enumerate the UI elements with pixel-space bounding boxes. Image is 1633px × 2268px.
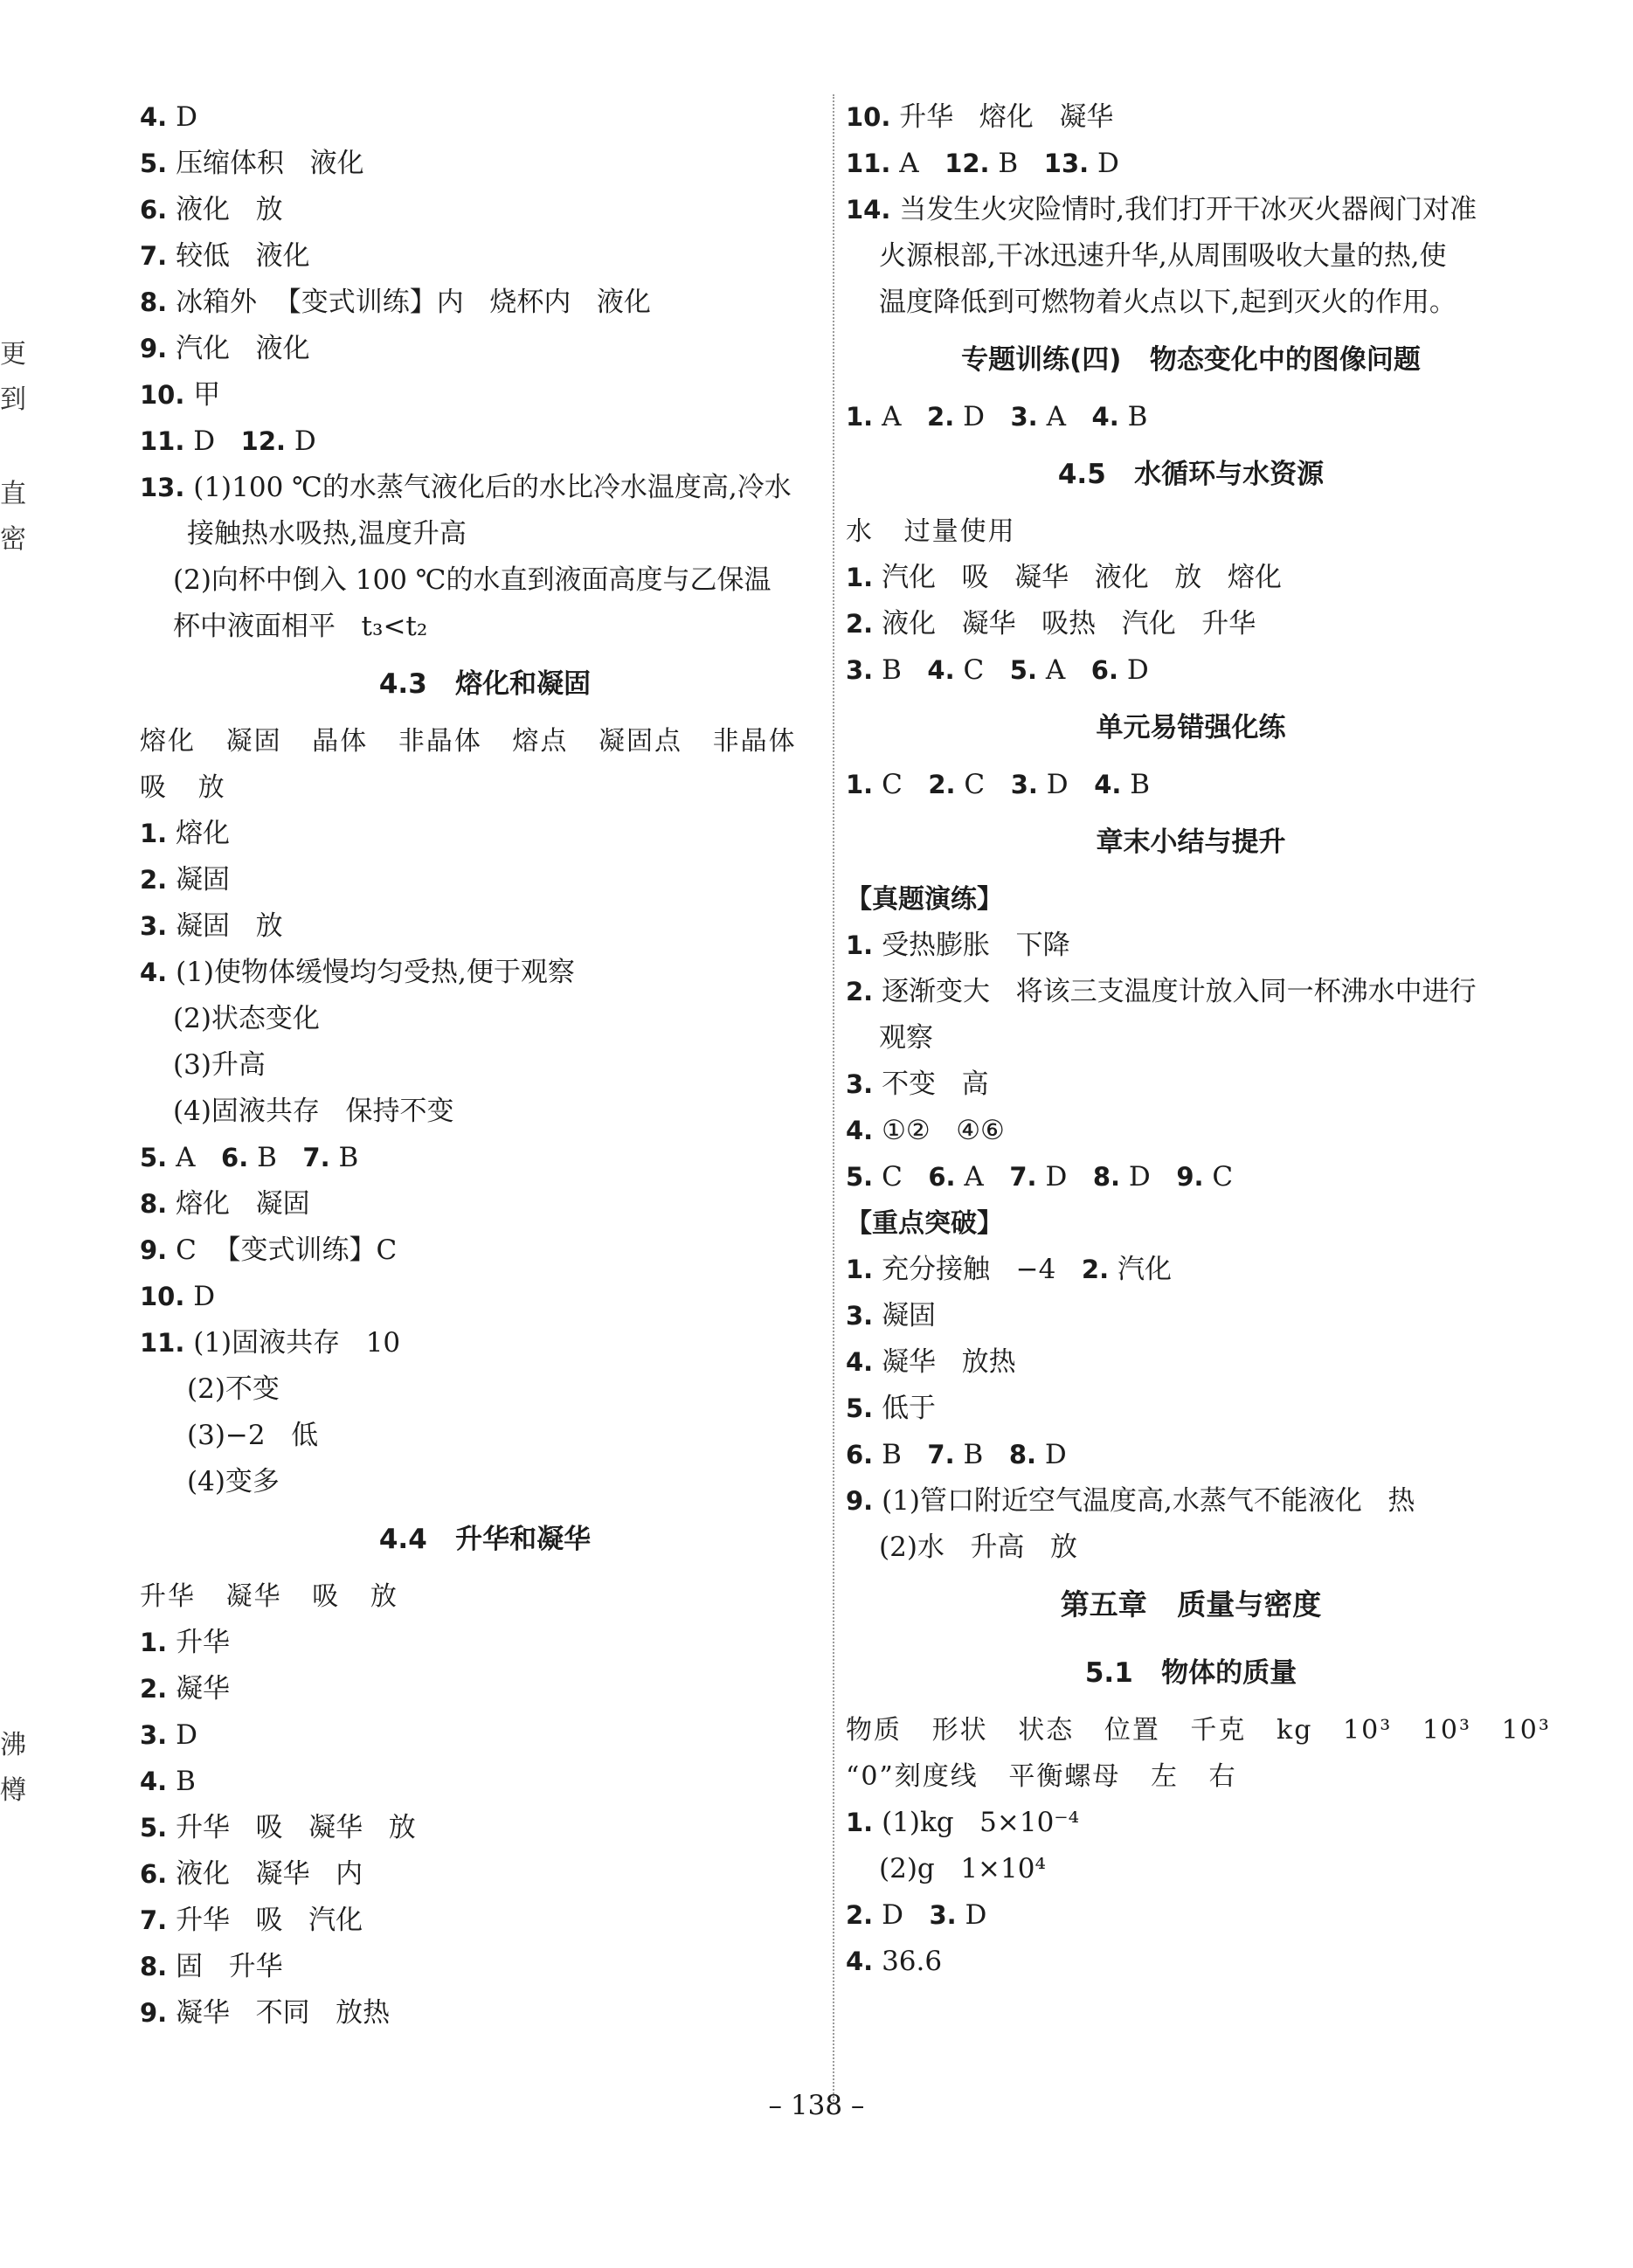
answer-line: 6. 液化 凝华 内	[140, 1858, 363, 1890]
answer-line: 1. A 2. D 3. A 4. B	[846, 401, 1148, 432]
answer-line: 4. ①② ④⑥	[846, 1115, 1005, 1146]
answer-continuation: (3)升高	[173, 1049, 266, 1081]
section-heading-5-1: 5.1 物体的质量	[1084, 1657, 1297, 1689]
intro-line: 升华 凝华 吸 放	[140, 1581, 398, 1612]
answer-line: 1. 升华	[140, 1627, 231, 1658]
answer-continuation: (2)水 升高 放	[879, 1532, 1078, 1563]
answer-line: 8. 固 升华	[140, 1951, 283, 1982]
answer-line: 1. 熔化	[140, 818, 231, 849]
column-divider	[833, 94, 834, 2104]
answer-line: 11. D 12. D	[140, 425, 316, 457]
answer-line: 5. A 6. B 7. B	[140, 1142, 359, 1173]
edge-char: 樽	[0, 1775, 26, 1806]
answer-line: 1. 充分接触 −4 2. 汽化	[846, 1254, 1172, 1285]
answer-line: 9. 凝华 不同 放热	[140, 1997, 391, 2029]
edge-char: 到	[0, 384, 26, 415]
edge-char: 更	[0, 339, 26, 370]
answer-line: 1. C 2. C 3. D 4. B	[846, 769, 1151, 800]
answer-continuation: (2)状态变化	[173, 1003, 320, 1034]
answers-4-4	[140, 1620, 830, 2036]
section-heading-4-5: 4.5 水循环与水资源	[1057, 459, 1325, 490]
intro-line: “0”刻度线 平衡螺母 左 右	[846, 1761, 1237, 1792]
answers-4-3	[140, 811, 830, 1505]
answer-line: 10. D	[140, 1281, 216, 1312]
answer-continuation: 接触热水吸热,温度升高	[187, 518, 467, 550]
answer-line: 5. 压缩体积 液化	[140, 148, 364, 179]
answer-line: 9. (1)管口附近空气温度高,水蒸气不能液化 热	[846, 1485, 1415, 1517]
answer-line: 10. 甲	[140, 379, 221, 411]
answer-line: 2. 液化 凝华 吸热 汽化 升华	[846, 608, 1256, 640]
answer-line: 1. (1)kg 5×10⁻⁴	[846, 1807, 1080, 1838]
answer-line: 3. B 4. C 5. A 6. D	[846, 654, 1149, 686]
answer-continuation: (2)不变	[187, 1373, 280, 1405]
edge-char: 沸	[0, 1730, 26, 1760]
answer-line: 5. 低于	[846, 1393, 937, 1424]
answer-line: 2. 逐渐变大 将该三支温度计放入同一杯沸水中进行	[846, 976, 1477, 1007]
answer-line: 13. (1)100 ℃的水蒸气液化后的水比冷水温度高,冷水	[140, 472, 792, 503]
section-heading-unit-mistakes: 单元易错强化练	[1096, 712, 1286, 743]
section-heading-chapter-summary: 章末小结与提升	[1096, 826, 1286, 858]
answer-continuation: (4)固液共存 保持不变	[173, 1096, 454, 1127]
answer-line: 8. 熔化 凝固	[140, 1188, 310, 1220]
answer-line: 11. (1)固液共存 10	[140, 1327, 401, 1359]
answers-4-2	[140, 94, 830, 650]
answer-continuation: (2)向杯中倒入 100 ℃的水直到液面高度与乙保温	[173, 564, 772, 596]
answer-line: 3. 凝固 放	[140, 910, 283, 942]
answer-line: 4. B	[140, 1766, 196, 1797]
subsection-tag-key-points: 【重点突破】	[846, 1208, 1003, 1239]
answer-line: 9. 汽化 液化	[140, 333, 310, 364]
intro-line: 水 过量使用	[846, 516, 1016, 547]
section-heading-special-training: 专题训练(四) 物态变化中的图像问题	[961, 344, 1421, 376]
answer-line: 14. 当发生火灾险情时,我们打开干冰灭火器阀门对准	[846, 194, 1477, 225]
answer-line: 3. D	[140, 1719, 197, 1751]
left-column	[140, 94, 830, 2036]
answer-line: 4. 36.6	[846, 1946, 943, 1977]
answer-line: 10. 升华 熔化 凝华	[846, 101, 1114, 133]
chapter-heading: 第五章 质量与密度	[1060, 1587, 1322, 1621]
section-heading-4-3: 4.3 熔化和凝固	[378, 668, 592, 700]
answer-line: 4. (1)使物体缓慢均匀受热,便于观察	[140, 957, 575, 988]
answer-continuation: (4)变多	[187, 1466, 280, 1497]
answer-continuation: 温度降低到可燃物着火点以下,起到灭火的作用。	[879, 287, 1457, 318]
answer-line: 1. 受热膨胀 下降	[846, 930, 1070, 961]
answer-line: 8. 冰箱外 【变式训练】内 烧杯内 液化	[140, 287, 651, 318]
edge-char: 密	[0, 524, 26, 555]
section-heading-4-4: 4.4 升华和凝华	[378, 1524, 592, 1555]
answer-line: 2. 凝固	[140, 864, 231, 895]
edge-char: 直	[0, 479, 26, 509]
answer-line: 6. 液化 放	[140, 194, 283, 225]
intro-line: 吸 放	[140, 772, 226, 803]
answer-line: 2. D 3. D	[846, 1899, 987, 1931]
answer-continuation: 火源根部,干冰迅速升华,从周围吸收大量的热,使	[879, 240, 1447, 272]
answer-line: 5. C 6. A 7. D 8. D 9. C	[846, 1161, 1234, 1193]
answers-4-4-continued	[846, 94, 1536, 326]
answer-line: 4. 凝华 放热	[846, 1346, 1016, 1378]
answer-continuation: (2)g 1×10⁴	[879, 1853, 1046, 1884]
answer-continuation: 观察	[879, 1022, 933, 1054]
subsection-tag-real-exam: 【真题演练】	[846, 884, 1003, 915]
answer-line: 3. 凝固	[846, 1300, 937, 1331]
answer-line: 5. 升华 吸 凝华 放	[140, 1812, 416, 1843]
answer-line: 1. 汽化 吸 凝华 液化 放 熔化	[846, 562, 1282, 593]
answer-line: 2. 凝华	[140, 1673, 231, 1704]
answer-continuation: 杯中液面相平 t₃<t₂	[173, 611, 428, 642]
answer-line: 4. D	[140, 101, 197, 133]
answer-continuation: (3)−2 低	[187, 1420, 319, 1451]
right-column	[846, 94, 1551, 1985]
answer-line: 7. 较低 液化	[140, 240, 310, 272]
intro-line: 熔化 凝固 晶体 非晶体 熔点 凝固点 非晶体	[140, 726, 797, 757]
answer-line: 7. 升华 吸 汽化	[140, 1905, 363, 1936]
answer-line: 11. A 12. B 13. D	[846, 148, 1119, 179]
answer-line: 6. B 7. B 8. D	[846, 1439, 1067, 1470]
answer-line: 9. C 【变式训练】C	[140, 1234, 398, 1266]
answer-line: 3. 不变 高	[846, 1068, 989, 1100]
page-number: – 138 –	[768, 2090, 865, 2121]
left-edge-fragments	[0, 0, 26, 2268]
intro-line: 物质 形状 状态 位置 千克 kg 10³ 10³ 10³	[846, 1715, 1551, 1746]
